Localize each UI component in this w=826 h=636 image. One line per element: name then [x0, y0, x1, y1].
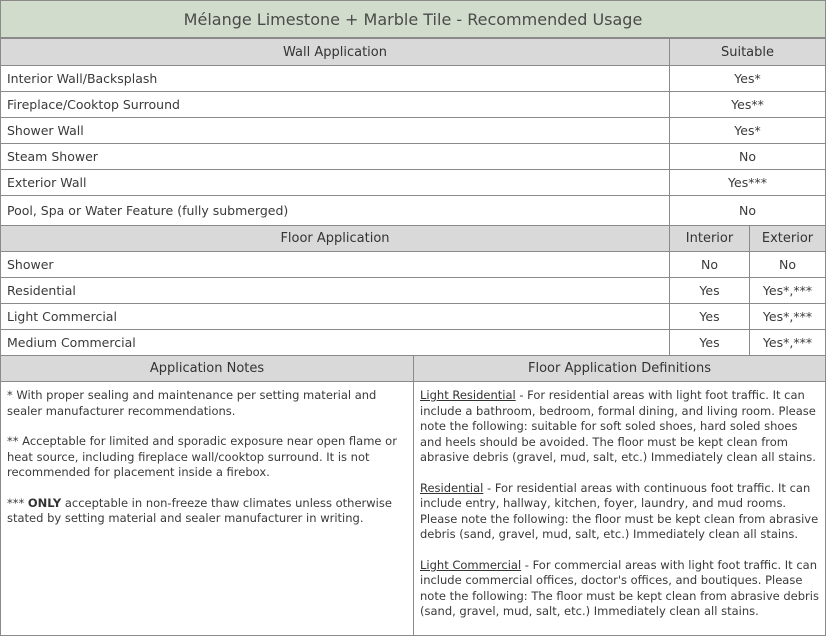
definition-term: Residential — [420, 480, 484, 495]
wall-row-label: Steam Shower — [0, 143, 670, 170]
floor-row-exterior: Yes*,*** — [749, 303, 826, 330]
wall-application-header: Wall Application — [0, 38, 670, 66]
definition-text: - For residential areas with continuous foot traffic. It can include entry, hallway, kitchen, foyer, laundry, and mud rooms. Please note the following: the floor must be kept clean from abrasive debris (sand, gravel, mud, salt, etc.) Immediately clean all stains. — [420, 480, 819, 541]
floor-application-header: Floor Application — [0, 225, 670, 252]
definition-term: Light Residential — [420, 388, 516, 402]
floor-definitions-body — [413, 381, 826, 636]
wall-row-label: Shower Wall — [0, 117, 670, 144]
wall-row-value: Yes* — [669, 117, 826, 144]
wall-row-label: Fireplace/Cooktop Surround — [0, 91, 670, 118]
note-climate-text: acceptable in non-freeze thaw climates unless otherwise stated by setting material and sealer manufacturer in writing. — [7, 495, 392, 525]
floor-row-interior: Yes — [669, 303, 750, 330]
wall-row-value: No — [669, 143, 826, 170]
wall-row-value: No — [669, 195, 826, 226]
wall-row-value: Yes** — [669, 91, 826, 118]
floor-row-exterior: Yes*,*** — [749, 329, 826, 356]
floor-row-label: Shower — [0, 251, 670, 278]
wall-row-label: Pool, Spa or Water Feature (fully submerged) — [0, 195, 670, 226]
note-climate — [7, 496, 405, 527]
interior-header: Interior — [669, 225, 750, 252]
definition-light-residential — [420, 388, 819, 466]
wall-row-value: Yes*** — [669, 169, 826, 196]
exterior-header: Exterior — [749, 225, 826, 252]
floor-row-label: Residential — [0, 277, 670, 304]
note-sealing: * With proper sealing and maintenance per setting material and sealer manufacturer recommendations. — [7, 388, 377, 418]
page-title: Mélange Limestone + Marble Tile - Recommended Usage — [0, 0, 826, 38]
note-climate-emphasis: ONLY — [27, 495, 62, 510]
floor-definitions-header: Floor Application Definitions — [413, 355, 826, 382]
definition-residential — [420, 481, 819, 543]
definition-text: - For commercial areas with light foot traffic. It can include commercial offices, doctor's offices, and boutiques. Please note the following: The floor must be kept clean from abrasive debris (sand, gravel, mud, salt, etc.) Immediately clean all stains. — [420, 557, 819, 618]
note-climate-prefix: *** — [7, 495, 28, 510]
floor-row-exterior: Yes*,*** — [749, 277, 826, 304]
wall-row-value: Yes* — [669, 65, 826, 92]
floor-row-exterior: No — [749, 251, 826, 278]
application-notes-body — [0, 381, 414, 636]
note-flame: ** Acceptable for limited and sporadic exposure near open flame or heat source, including fireplace wall/cooktop surround. It is not recommended for placement inside a firebox. — [7, 434, 397, 479]
floor-row-interior: No — [669, 251, 750, 278]
wall-row-label: Interior Wall/Backsplash — [0, 65, 670, 92]
floor-row-interior: Yes — [669, 277, 750, 304]
floor-row-label: Light Commercial — [0, 303, 670, 330]
definition-term: Light Commercial — [420, 557, 522, 572]
definition-light-commercial — [420, 558, 819, 620]
application-notes-header: Application Notes — [0, 355, 414, 382]
suitable-header: Suitable — [669, 38, 826, 66]
definition-text: - For residential areas with light foot traffic. It can include a bathroom, bedroom, formal dining, and living room. Please note the following: suitable for soft soled shoes, hard soled shoes and heels should be avoided. The floor must be kept clean from abrasive debris (gravel, mud, salt, etc.) Immediately clean all stains. — [420, 388, 816, 464]
floor-row-label: Medium Commercial — [0, 329, 670, 356]
wall-row-label: Exterior Wall — [0, 169, 670, 196]
floor-row-interior: Yes — [669, 329, 750, 356]
